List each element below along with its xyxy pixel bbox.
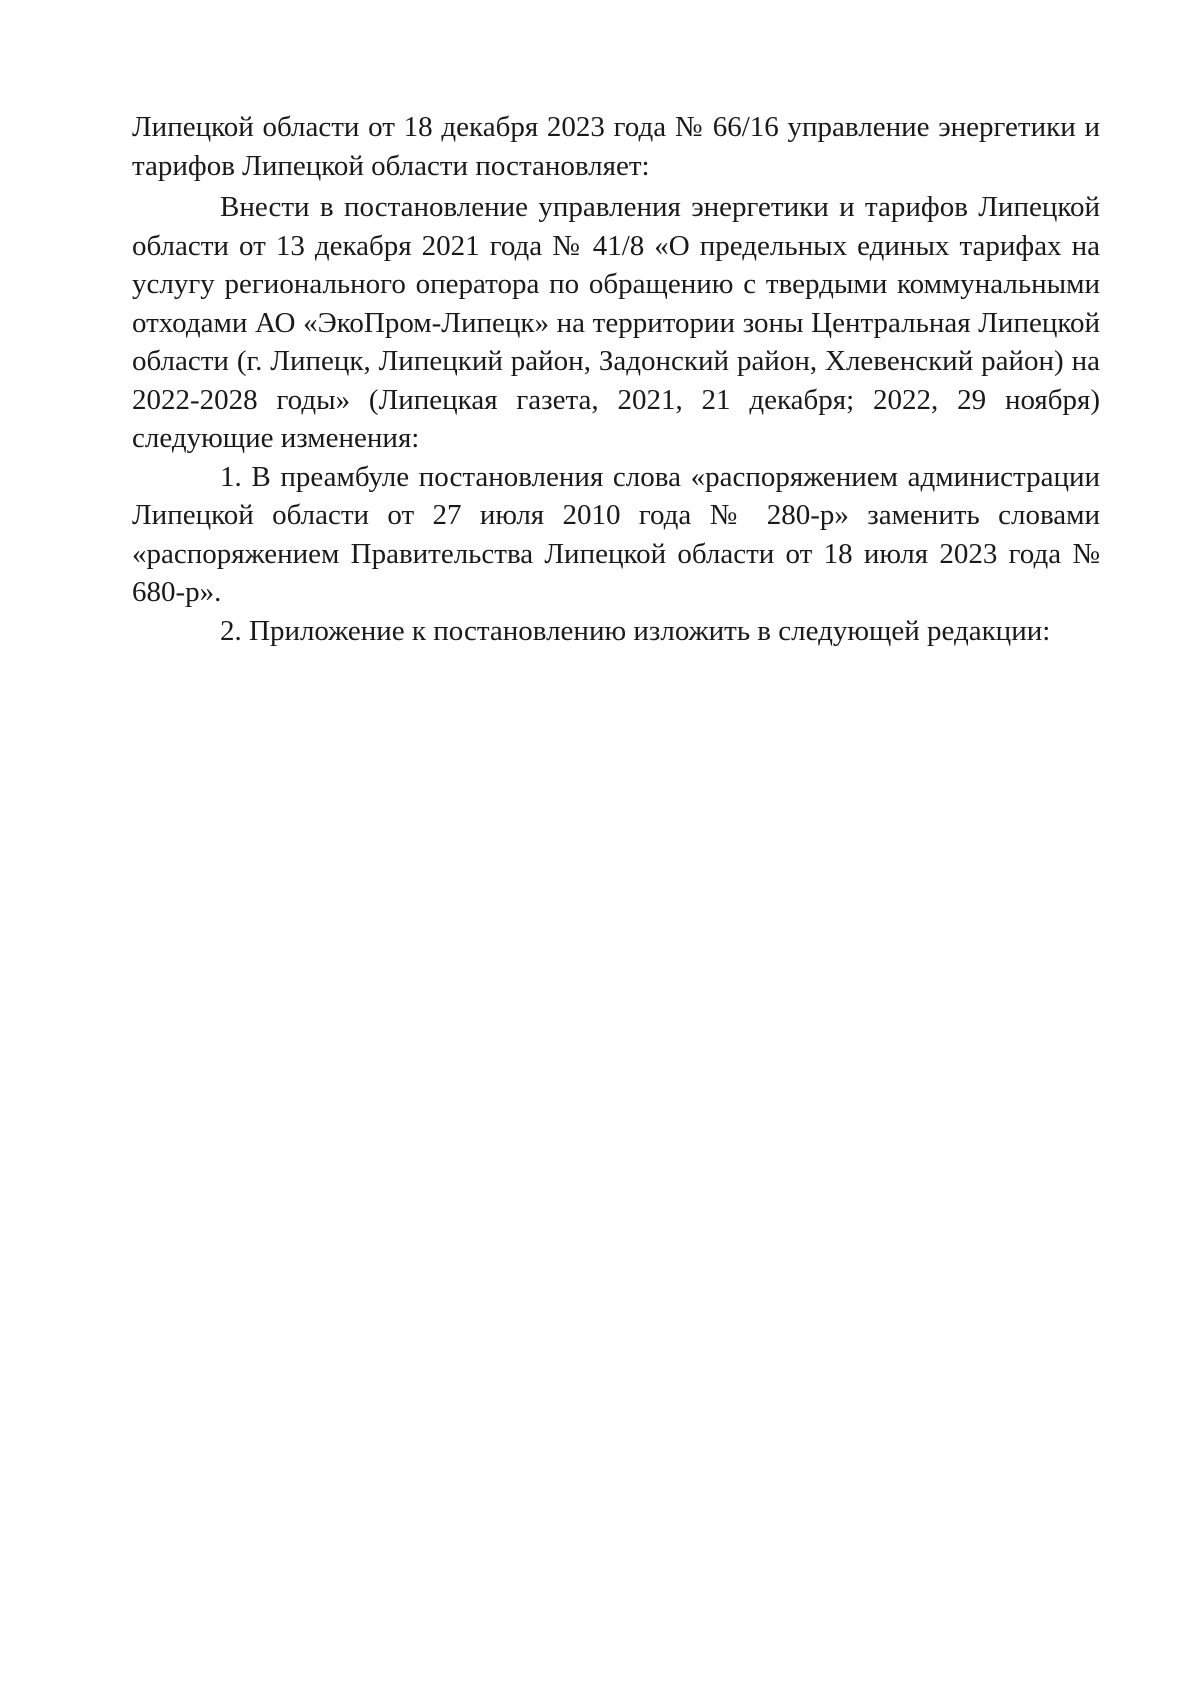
paragraph-amendment-intro: Внести в постановление управления энергетики и тарифов Липецкой области от 13 декабря 2021 года № 41/8 «О предельных единых тарифах на услугу регионального оператора по обращению с твердыми коммунальными отходами АО «ЭкоПром-Липецк» на территории зоны Центральная Липецкой области (г. Липецк, Липецкий район, Задонский район, Хлевенский район) на 2022-2028 годы» (Липецкая газета, 2021, 21 декабря; 2022, 29 ноября) следующие изменения: xyxy=(132,191,1100,454)
document-body xyxy=(132,108,1100,650)
paragraph-item-2: 2. Приложение к постановлению изложить в следующей редакции: xyxy=(220,614,1051,647)
paragraph-preamble-ending: Липецкой области от 18 декабря 2023 года № 66/16 управление энергетики и тарифов Липецкой области постановляет: xyxy=(132,111,1100,182)
paragraph-item-1: 1. В преамбуле постановления слова «распоряжением администрации Липецкой области от 27 июля 2010 года № 280-р» заменить словами «распоряжением Правительства Липецкой области от 18 июля 2023 года № 680-р». xyxy=(132,460,1100,608)
